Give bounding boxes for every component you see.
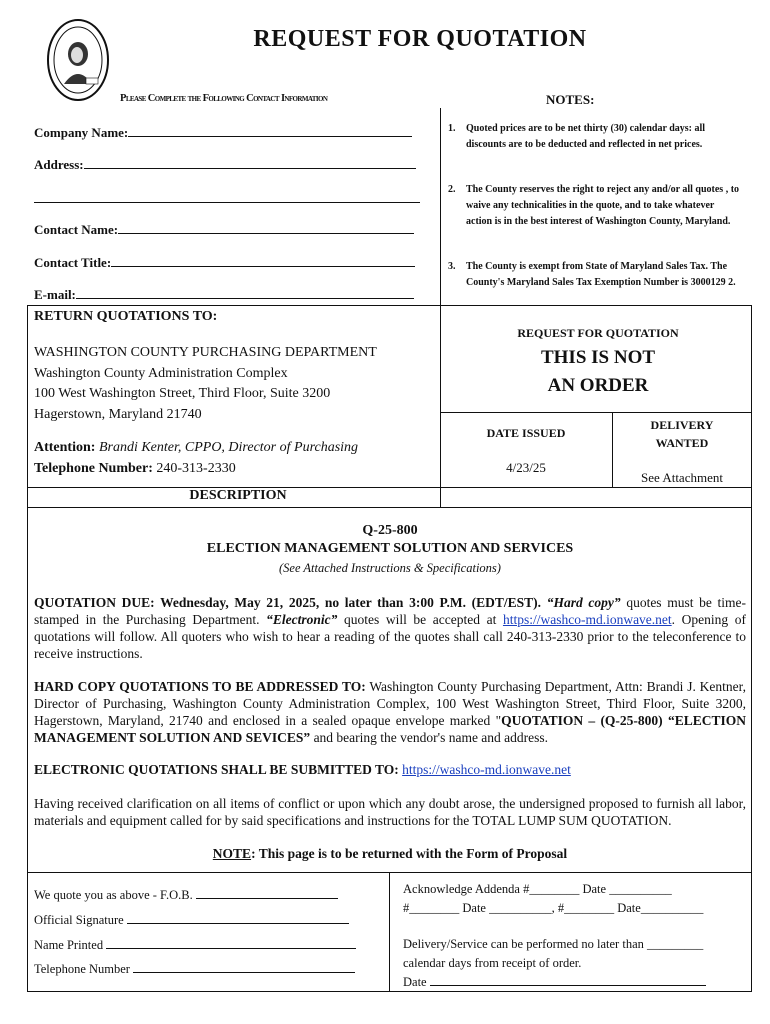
address-line-2-field[interactable] [34, 190, 420, 207]
delivery-wanted-label: DELIVERY WANTED [650, 418, 714, 450]
attention-label: Attention: [34, 440, 96, 455]
fob-field[interactable]: We quote you as above - F.O.B. [34, 887, 338, 903]
street-address: 100 West Washington Street, Third Floor, Suite 3200 [34, 386, 331, 401]
phone-label: Telephone Number: [34, 460, 153, 476]
telephone-number-field[interactable]: Telephone Number [34, 961, 355, 977]
delivery-service-field[interactable]: Delivery/Service can be performed no later than _________ calendar days from receipt of order. Date [403, 935, 706, 992]
phone-value: 240-313-2330 [156, 460, 236, 476]
notes-heading: NOTES: [546, 92, 595, 107]
ionwave-link-2[interactable]: https://washco-md.ionwave.net [402, 762, 571, 777]
acknowledge-addenda-field[interactable]: Acknowledge Addenda #________ Date __________ #________ Date __________, #________ Date__________ [403, 882, 704, 915]
return-address [34, 343, 377, 425]
quote-number: Q-25-800 [362, 523, 418, 538]
clarification-paragraph: Having received clarification on all items of conflict or upon which any doubt arose, the undersigned proposed to furnish all labor, materials and equipment called for by said specifications and instructions for the TOTAL LUMP SUM QUOTATION. [34, 796, 746, 828]
contact-title-field[interactable]: Contact Title: [34, 254, 420, 271]
name-printed-field[interactable]: Name Printed [34, 937, 356, 953]
quotation-due-paragraph: QUOTATION DUE: Wednesday, May 21, 2025, no later than 3:00 P.M. (EDT/EST). “Hard copy” quotes must be time-stamped in the Purchasing Department. “Electronic” quotes will be accepted at https://washco-md.ionwave.net. Opening of quotations will follow. All quoters who wish to hear a reading of the quotes shall call 240-313-2330 prior to the teleconference to receive instructions. [34, 595, 747, 661]
return-note: NOTE: This page is to be returned with the Form of Proposal [212, 846, 568, 861]
page-title: REQUEST FOR QUOTATION [253, 26, 587, 52]
rfq-label: REQUEST FOR QUOTATION [517, 326, 679, 340]
return-quotations-heading: RETURN QUOTATIONS TO: [34, 309, 218, 324]
note-2: 2. The County reserves the right to reject any and/or all quotes , to waive any technicalities in the quote, and to take whatever action is in the best interest of Washington County, Maryland. [448, 184, 740, 227]
note-1: 1. Quoted prices are to be net thirty (30) calendar days: all discounts are to be deducted and reflected in net prices. [448, 123, 706, 150]
contact-name-field[interactable]: Contact Name: [34, 221, 420, 238]
complex-name: Washington County Administration Complex [34, 365, 288, 381]
county-seal-logo [46, 18, 110, 102]
dept-name: WASHINGTON COUNTY PURCHASING DEPARTMENT [34, 345, 377, 360]
attention-value: Brandi Kenter, CPPO, Director of Purchasing [98, 440, 359, 455]
electronic-paragraph: ELECTRONIC QUOTATIONS SHALL BE SUBMITTED TO: https://washco-md.ionwave.net [34, 762, 571, 777]
company-name-field[interactable]: Company Name: [34, 124, 420, 141]
address-field[interactable]: Address: [34, 156, 420, 173]
date-issued-label: DATE ISSUED [486, 426, 566, 440]
attention-block [34, 438, 358, 479]
description-heading: DESCRIPTION [189, 488, 287, 503]
contact-info-heading: Please Complete the Following Contact Information [120, 93, 328, 104]
official-signature-field[interactable]: Official Signature [34, 912, 349, 928]
quote-title: ELECTION MANAGEMENT SOLUTION AND SERVICES [206, 541, 574, 556]
delivery-wanted-value: See Attachment [641, 470, 723, 485]
city-address: Hagerstown, Maryland 21740 [34, 406, 202, 422]
ionwave-link-1[interactable]: https://washco-md.ionwave.net [502, 612, 672, 627]
quote-subtitle: (See Attached Instructions & Specifications) [279, 561, 501, 575]
hard-copy-paragraph: HARD COPY QUOTATIONS TO BE ADDRESSED TO: Washington County Purchasing Department, Attn: Brandi J. Kentner, Director of Purchasing, Washington County Administration Complex, 100 West Washington Street, Third Floor, Suite 3200, Hagerstown, Maryland, 21740 and enclosed in a sealed opaque envelope marked "QUOTATION – (Q-25-800) “ELECTION MANAGEMENT SOLUTION AND SEVICES” and bearing the vendor's name and address. [34, 679, 746, 745]
email-field[interactable]: E-mail: [34, 286, 420, 303]
not-an-order-notice: THIS IS NOT AN ORDER [540, 347, 656, 396]
note-3: 3. The County is exempt from State of Maryland Sales Tax. The County's Maryland Sales Tax Exemption Number is 3000129 2. [448, 261, 736, 288]
date-issued-value: 4/23/25 [506, 460, 546, 475]
